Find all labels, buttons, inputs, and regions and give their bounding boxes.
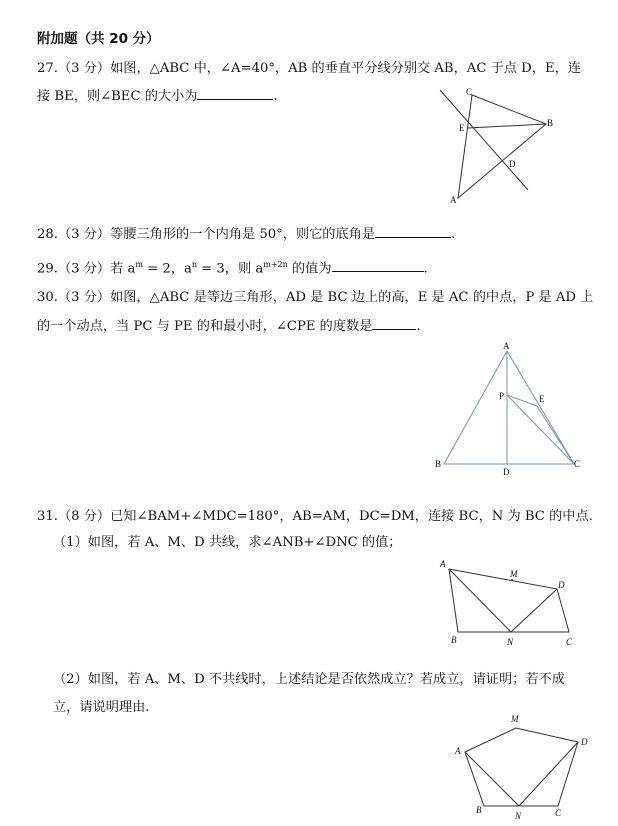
q31-part2-line1: （2）如图，若 A、M、D 不共线时，上述结论是否依然成立？若成立，请证明；若不成: [53, 672, 565, 687]
q28-text: 28.（3 分）等腰三角形的一个内角是 50°，则它的底角是: [37, 227, 376, 242]
q28-line: [37, 224, 455, 244]
q31-fig2-label-c: C: [555, 808, 562, 818]
q30-line2: [37, 316, 421, 336]
q31-fig2-label-b: B: [476, 805, 482, 815]
q29-sup3: m+2n: [263, 260, 288, 269]
q31-fig1-label-d: D: [558, 580, 565, 590]
q31-part2-line2: 立，请说明理由.: [53, 700, 150, 715]
q31-fig2-segment-an: [465, 752, 519, 806]
q28-end: .: [451, 227, 456, 242]
q29-answer-blank: [332, 258, 424, 272]
q30-triangle-abc: [444, 351, 574, 464]
q27-segment-be: [468, 124, 546, 128]
q30-text: 的一个动点，当 PC 与 PE 的和最小时，∠CPE 的度数是: [37, 319, 373, 334]
q30-label-b: B: [435, 459, 442, 469]
q31-part1: （1）如图，若 A、M、D 共线，求∠ANB+∠DNC 的值；: [53, 535, 402, 550]
q29-line: [37, 256, 428, 278]
q27-perpendicular-bisector: [440, 90, 528, 190]
q29-part1: 29.（3 分）若 a: [37, 261, 136, 277]
q30-segment-ec: [537, 406, 574, 464]
q27-figure: [440, 87, 553, 205]
q31-fig1-segment-dn: [511, 589, 557, 632]
q31-fig1-label-b: B: [451, 635, 457, 645]
q30-end: .: [416, 319, 421, 334]
q30-answer-blank: [372, 316, 416, 330]
q31-fig1-label-a: A: [440, 559, 446, 569]
q30-label-p: P: [499, 391, 505, 401]
q29-end: .: [423, 261, 428, 277]
q30-label-d: D: [503, 467, 510, 477]
q28-answer-blank: [375, 224, 451, 238]
q31-figure-2: [454, 714, 588, 821]
q27-text: 接 BE，则∠BEC 的大小为: [37, 89, 198, 104]
q30-segment-pc: [507, 395, 574, 464]
q31-line1: 31.（8 分）已知∠BAM+∠MDC=180°，AB=AM，DC=DM，连接 BC，N 为 BC 的中点.: [37, 509, 593, 524]
q31-fig1-outline: [449, 569, 569, 632]
q31-fig2-label-n: N: [515, 811, 522, 821]
q31-fig1-point-m: [511, 579, 513, 581]
q31-fig2-label-d: D: [581, 737, 588, 747]
q30-label-e: E: [539, 394, 545, 404]
q27-label-a: A: [450, 195, 457, 205]
q31-fig1-label-c: C: [566, 637, 573, 647]
q30-label-c: C: [574, 459, 581, 469]
q31-fig2-label-a: A: [455, 746, 461, 756]
q30-segment-pe: [507, 395, 537, 406]
q30-label-a: A: [503, 341, 510, 351]
q31-figure-1: [439, 559, 573, 647]
q31-fig1-label-n: N: [507, 637, 514, 647]
q27-triangle-abc: [458, 95, 546, 198]
q31-fig2-label-m: M: [511, 714, 519, 724]
q27-label-c: C: [466, 87, 473, 97]
q27-label-e: E: [459, 123, 465, 133]
q29-part2: = 2，a: [142, 261, 192, 277]
q29-sup2: n: [191, 260, 197, 269]
q27-label-d: D: [509, 159, 516, 169]
q31-fig2-outline: [465, 728, 578, 806]
q29-sup1: m: [135, 260, 143, 269]
q27-label-b: B: [547, 118, 554, 128]
q29-part4: 的值为: [287, 261, 332, 277]
q29-part3: = 3，则 a: [196, 261, 264, 277]
q27-line1: 27.（3 分）如图，△ABC 中，∠A=40°，AB 的垂直平分线分别交 AB，AC 于点 D，E，连: [37, 61, 581, 76]
section-title: 附加题（共 20 分）: [37, 31, 160, 47]
q27-end: .: [273, 89, 278, 104]
q30-line1: 30.（3 分）如图，△ABC 是等边三角形，AD 是 BC 边上的高，E 是 AC 的中点，P 是 AD 上: [37, 290, 594, 305]
q31-fig1-label-m: M: [510, 569, 518, 579]
q31-fig2-segment-dn: [519, 742, 578, 806]
q30-figure: [435, 341, 580, 477]
